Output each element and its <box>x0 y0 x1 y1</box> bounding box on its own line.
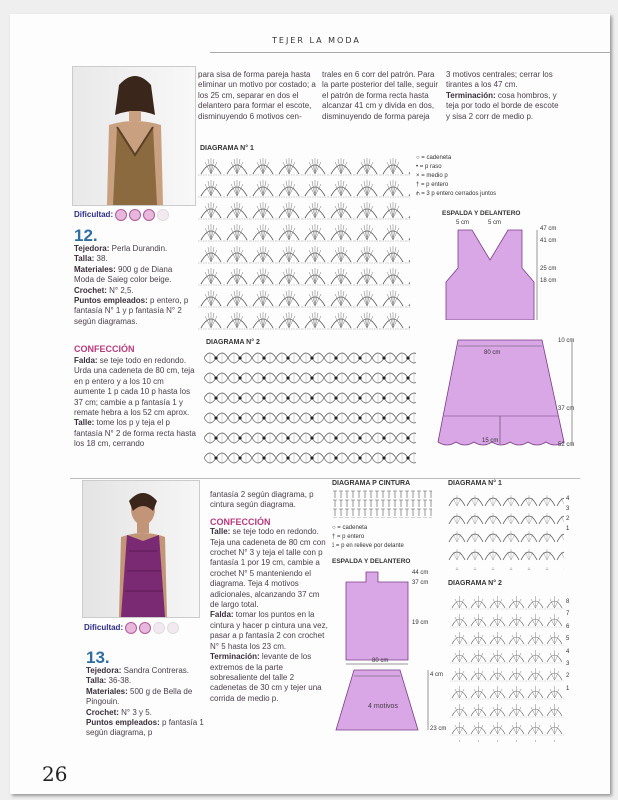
dim-25cm: 25 cm <box>540 266 557 272</box>
pattern-12-col4 <box>446 70 564 122</box>
skirt-schematic-12 <box>426 334 576 464</box>
dim-52cm: 52 cm <box>558 442 575 448</box>
row-number: 7 <box>566 611 570 618</box>
model-photo-12 <box>72 66 196 206</box>
terminacion-value: cosa hombros, y teja por todo el borde de escote y sisa 2 corr de medio p. <box>446 90 559 121</box>
dim-5cm-left: 5 cm <box>456 220 470 226</box>
diagram-13-1-title: DIAGRAMA N° 1 <box>448 480 502 487</box>
dim-47cm: 47 cm <box>540 226 557 232</box>
difficulty-label: Dificultad: <box>84 623 124 633</box>
talle-value: tome los p y teja el p fantasía N° 2 de forma recta hasta los 18 cm, cerrando <box>74 418 196 449</box>
materiales-key: Materiales: <box>74 264 116 274</box>
materiales-key: Materiales: <box>86 686 128 696</box>
crochet-key: Crochet: <box>74 285 107 295</box>
row-number: 3 <box>566 661 570 668</box>
legend-item: ⫛ = 3 p entero cerrados juntos <box>416 191 497 197</box>
falda-key: Falda: <box>210 610 234 620</box>
dim-41cm: 41 cm <box>540 238 557 244</box>
dim-18cm: 18 cm <box>540 278 557 284</box>
schematic-12-title: ESPALDA Y DELANTERO <box>442 210 521 217</box>
materiales-value: 500 g de Bella de Pingouin. <box>86 686 193 707</box>
diagram-1-title: DIAGRAMA N° 1 <box>200 145 254 152</box>
pattern-number-12: 12. <box>74 226 98 245</box>
dim-37cm-13: 37 cm <box>412 580 429 586</box>
crochet-value: N° 3 y 5. <box>121 707 152 717</box>
legend-12 <box>416 154 496 199</box>
pattern-13-specs <box>86 666 206 739</box>
legend-item: • = p raso <box>416 164 442 170</box>
row-number: 2 <box>566 673 570 680</box>
diagram-13-2-title: DIAGRAMA N° 2 <box>448 580 502 587</box>
pattern-12-instructions <box>74 356 196 450</box>
diagram-13-2-chart <box>450 592 564 742</box>
chain-symbol-icon: ○ <box>416 155 420 161</box>
row-number: 8 <box>566 599 570 605</box>
talla-value: 38. <box>96 254 108 264</box>
legend-item: × = medio p <box>416 173 448 179</box>
model-figure-12 <box>73 67 195 205</box>
pattern-12-col3: trales en 6 corr del patrón. Para la parte posterior del talle, seguir el patrón de forma recta hasta alcanzar 41 cm y divida en dos, disminuyendo de forma pareja <box>322 70 439 121</box>
dim-44cm: 44 cm <box>412 570 429 576</box>
model-photo-13 <box>82 480 200 618</box>
tejedora-value: Sandra Contreras. <box>123 666 190 675</box>
section-divider <box>70 478 580 479</box>
confeccion-heading-13: CONFECCIÓN <box>210 516 271 527</box>
talle-key: Talle: <box>74 418 95 428</box>
crochet-key: Crochet: <box>86 707 119 717</box>
puntos-key: Puntos empleados: <box>74 296 148 306</box>
legend-item: ○ = cadeneta <box>332 525 368 531</box>
difficulty-label: Dificultad: <box>74 210 114 220</box>
dim-15cm: 15 cm <box>482 438 499 444</box>
pattern-12-specs <box>74 244 194 327</box>
legend-item: † = p entero <box>332 534 365 540</box>
terminacion-key: Terminación: <box>446 90 496 100</box>
header-rule <box>210 52 610 53</box>
row-number: 3 <box>566 506 570 512</box>
falda-value: tomar los puntos en la cintura y hacer p cintura una vez, pasar a p fantasía 2 con crochet N° 5 hasta los 23 cm. <box>210 610 328 651</box>
row-number: 4 <box>566 648 570 655</box>
model-figure-13 <box>83 481 199 617</box>
half-stitch-icon: × <box>416 173 420 179</box>
dim-37cm: 37 cm <box>558 406 575 412</box>
puntos-key: Puntos empleados: <box>86 718 160 728</box>
talla-value: 36-38. <box>108 676 132 686</box>
difficulty-13 <box>84 622 181 634</box>
dress-schematic-13 <box>334 570 447 738</box>
puntos-value: p fantasía 1 según diagrama, p <box>86 718 204 738</box>
col4-text: 3 motivos centrales; cerrar los tirantes a los 47 cm. <box>446 70 553 90</box>
legend-item: ⟟ = p en relieve por delante <box>332 543 404 549</box>
diagram-2-title: DIAGRAMA N° 2 <box>206 339 260 346</box>
terminacion-value: levante de los extremos de la parte sobresaliente del talle 2 cadenetas de 30 cm y tejer una corrida de medio p. <box>210 652 322 703</box>
tejedora-key: Tejedora: <box>74 244 110 253</box>
falda-value: se teje todo en redondo. Urda una cadeneta de 80 cm, teja en p entero y a los 10 cm aumente 1 p cada 10 p hasta los 37 cm; cambie a p fantasía 1 y remate hebra a los 52 cm aprox. <box>74 356 195 418</box>
row-number: 6 <box>566 623 570 630</box>
diagram-13-1-chart <box>448 490 564 570</box>
dim-5cm-right: 5 cm <box>488 220 502 226</box>
materiales-value: 900 g de Diana Moda de Saieg color beige. <box>74 264 173 285</box>
diagram-13-1-rows <box>566 494 569 534</box>
pattern-12-col2: para sisa de forma pareja hasta eliminar un motivo por costado; a los 25 cm, separar en dos el delantero para formar el escote, disminuyendo 6 motivos cen- <box>198 70 316 121</box>
tejedora-key: Tejedora: <box>86 666 122 675</box>
pattern-13-col2 <box>210 490 330 704</box>
diagram-13-2-rows <box>566 596 569 695</box>
dim-4cm: 4 cm <box>430 672 444 678</box>
dim-23cm: 23 cm <box>430 726 447 732</box>
dim-10cm: 10 cm <box>558 338 575 344</box>
col2a-text: fantasía 2 según diagrama, p cintura según diagrama. <box>210 490 314 510</box>
legend-item: ○ = cadeneta <box>416 155 452 161</box>
row-number: 4 <box>566 496 570 502</box>
talle-key: Talle: <box>210 527 231 537</box>
falda-key: Falda: <box>74 356 98 365</box>
page-header: TEJER LA MODA <box>272 36 361 45</box>
diagram-2-chart <box>204 348 416 466</box>
page-number: 26 <box>42 762 68 786</box>
row-number: 1 <box>566 685 570 692</box>
magazine-page <box>10 14 610 794</box>
crochet-value: N° 2,5. <box>109 285 134 295</box>
row-number: 2 <box>566 516 570 522</box>
slip-stitch-icon: • <box>416 164 419 170</box>
row-number: 1 <box>566 526 570 532</box>
diagram-1-chart <box>198 154 410 334</box>
relief-stitch-icon: ⟟ <box>332 543 335 549</box>
cluster-stitch-icon: ⫛ <box>416 191 420 197</box>
legend-13 <box>332 524 404 551</box>
double-stitch-icon: † <box>332 534 336 540</box>
talla-key: Talla: <box>74 254 95 264</box>
talla-key: Talla: <box>86 676 107 686</box>
confeccion-heading-12: CONFECCIÓN <box>74 344 135 354</box>
dim-80cm-13: 80 cm <box>372 658 389 664</box>
row-number: 5 <box>566 636 570 643</box>
difficulty-rating-icon <box>115 210 171 219</box>
double-stitch-icon: † <box>416 182 420 188</box>
chain-symbol-icon: ○ <box>332 525 336 531</box>
skirt-motivos-label: 4 motivos <box>368 703 398 710</box>
dim-80cm: 80 cm <box>484 350 501 356</box>
pattern-number-13: 13. <box>86 648 110 667</box>
schematic-13-title: ESPALDA Y DELANTERO <box>332 558 411 565</box>
difficulty-12 <box>74 209 171 221</box>
dim-19cm: 19 cm <box>412 620 429 626</box>
diagram-cintura-chart <box>332 490 432 518</box>
diagram-cintura-title: DIAGRAMA P CINTURA <box>332 480 411 487</box>
talle-value: se teje todo en redondo. Teja una cadeneta de 80 cm con crochet N° 3 y teja el talle con p fantasía 1 por 19 cm, cambie a crochet N° 5 manteniendo el diagrama. Teja 4 motivos adicionales, alcanzando 37 cm de largo total. <box>210 527 326 610</box>
bodice-schematic-12 <box>440 228 550 320</box>
terminacion-key: Terminación: <box>210 652 260 662</box>
puntos-value: p entero, p fantasía N° 1 y p fantasía N° 2 según diagramas. <box>74 296 189 326</box>
tejedora-value: Perla Durandin. <box>111 244 168 253</box>
legend-item: † = p entero <box>416 182 449 188</box>
difficulty-rating-icon <box>125 623 181 632</box>
